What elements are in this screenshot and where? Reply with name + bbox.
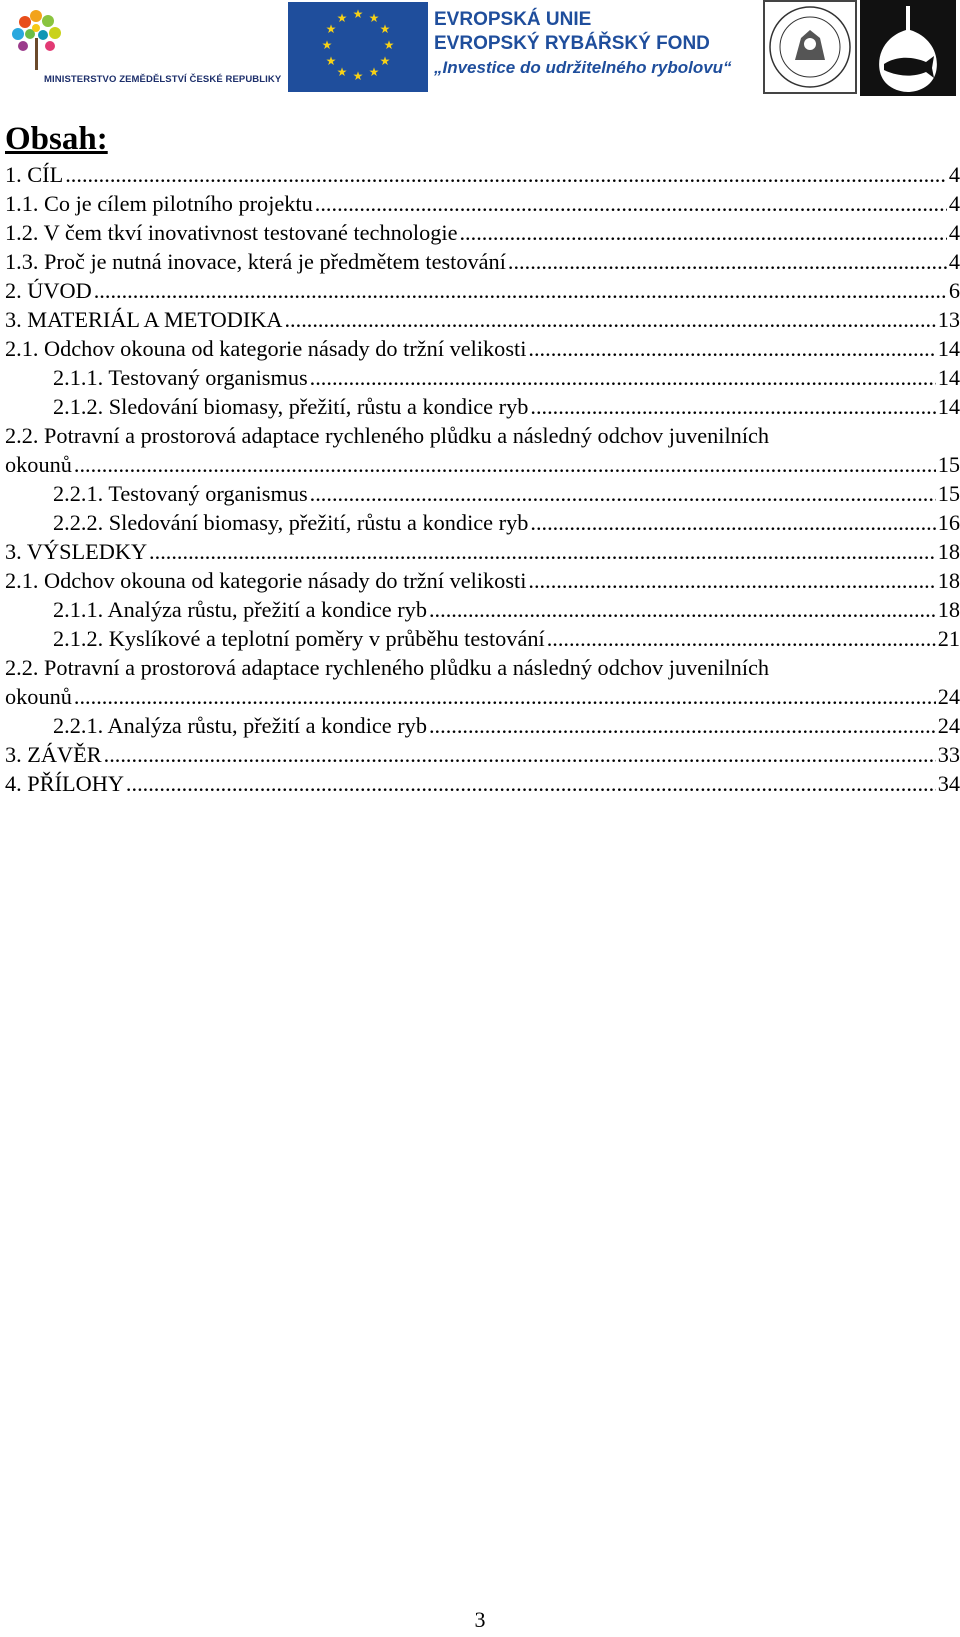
- toc-entry-title: okounů: [5, 684, 72, 709]
- page-header: [0, 0, 960, 100]
- toc-entry-page: 4: [948, 191, 960, 216]
- toc-entry-page: 34: [937, 771, 960, 796]
- svg-text:★: ★: [336, 11, 348, 25]
- toc-leader-dots: [94, 276, 947, 305]
- toc-entry[interactable]: [5, 711, 960, 740]
- toc-entry-page: 24: [937, 713, 960, 738]
- eu-stars-icon: [288, 2, 428, 92]
- toc-entry[interactable]: [5, 189, 960, 218]
- svg-text:★: ★: [368, 65, 380, 79]
- svg-text:★: ★: [336, 65, 348, 79]
- toc-entry-title: 2.1.2. Kyslíkové a teplotní poměry v průběhu testování: [53, 626, 545, 651]
- toc-entry-page: 18: [937, 539, 960, 564]
- toc-entry[interactable]: [5, 276, 960, 305]
- tree-icon: [8, 4, 68, 74]
- toc-leader-dots: [508, 247, 947, 276]
- region-seal: [763, 0, 857, 94]
- toc-entry-title: 2.2. Potravní a prostorová adaptace rychleného plůdku a následný odchov juvenilních: [5, 423, 770, 448]
- toc-entry-page: 14: [937, 365, 960, 390]
- toc-leader-dots: [528, 566, 935, 595]
- toc-entry-title: 3. ZÁVĚR: [5, 742, 102, 767]
- toc-list: [5, 160, 960, 798]
- toc-entry[interactable]: [5, 653, 960, 682]
- toc-entry[interactable]: [5, 740, 960, 769]
- toc-entry[interactable]: [5, 392, 960, 421]
- toc-entry-page: 4: [948, 220, 960, 245]
- toc-leader-dots: [74, 682, 936, 711]
- toc-leader-dots: [429, 595, 936, 624]
- fish-vessel-icon: [860, 0, 956, 96]
- toc-entry[interactable]: [5, 421, 960, 450]
- eu-line-2: EVROPSKÝ RYBÁŘSKÝ FOND: [434, 33, 710, 54]
- toc-entry-page: 33: [937, 742, 960, 767]
- eu-fund-text: [434, 8, 732, 80]
- toc-entry[interactable]: [5, 363, 960, 392]
- toc-entry[interactable]: [5, 160, 960, 189]
- seal-icon: [765, 2, 855, 92]
- toc-entry-title: 4. PŘÍLOHY: [5, 771, 124, 796]
- svg-text:★: ★: [321, 38, 333, 52]
- toc-entry-title: 2.1.1. Testovaný organismus: [53, 365, 308, 390]
- toc-entry-page: 21: [937, 626, 960, 651]
- svg-text:★: ★: [379, 54, 391, 68]
- toc-entry-page: 16: [937, 510, 960, 535]
- toc-entry[interactable]: [5, 682, 960, 711]
- toc-entry-title: 2.2.2. Sledování biomasy, přežití, růstu a kondice ryb: [53, 510, 529, 535]
- toc-entry-page: 14: [937, 336, 960, 361]
- svg-text:★: ★: [379, 22, 391, 36]
- toc-entry-page: 14: [937, 394, 960, 419]
- toc-entry-title: 2. ÚVOD: [5, 278, 92, 303]
- eu-flag: [288, 2, 428, 92]
- svg-text:★: ★: [352, 69, 364, 83]
- svg-text:★: ★: [325, 54, 337, 68]
- toc-entry-title: 1.1. Co je cílem pilotního projektu: [5, 191, 313, 216]
- toc-entry-title: 2.1.1. Analýza růstu, přežití a kondice ryb: [53, 597, 427, 622]
- toc-entry-title: okounů: [5, 452, 72, 477]
- toc-leader-dots: [126, 769, 936, 798]
- toc-entry-title: 2.1. Odchov okouna od kategorie násady do tržní velikosti: [5, 568, 527, 593]
- toc-leader-dots: [547, 624, 936, 653]
- fishery-logo: [860, 0, 956, 96]
- toc-entry-title: 1.3. Proč je nutná inovace, která je předmětem testování: [5, 249, 506, 274]
- toc-leader-dots: [284, 305, 935, 334]
- toc-entry-page: 6: [948, 278, 960, 303]
- toc-entry[interactable]: [5, 305, 960, 334]
- toc-leader-dots: [310, 479, 936, 508]
- toc-leader-dots: [65, 160, 947, 189]
- toc-leader-dots: [310, 363, 936, 392]
- toc-entry[interactable]: [5, 595, 960, 624]
- toc-entry-title: 2.1. Odchov okouna od kategorie násady do tržní velikosti: [5, 336, 527, 361]
- toc-entry[interactable]: [5, 334, 960, 363]
- toc-entry-page: 15: [937, 481, 960, 506]
- toc-leader-dots: [528, 334, 935, 363]
- toc-entry-title: 3. MATERIÁL A METODIKA: [5, 307, 283, 332]
- toc-entry-page: 4: [948, 249, 960, 274]
- svg-text:★: ★: [368, 11, 380, 25]
- toc-entry[interactable]: [5, 450, 960, 479]
- svg-text:★: ★: [325, 22, 337, 36]
- toc-leader-dots: [530, 508, 935, 537]
- toc-leader-dots: [429, 711, 936, 740]
- toc-entry-title: 2.2.1. Testovaný organismus: [53, 481, 308, 506]
- svg-text:★: ★: [352, 7, 364, 21]
- toc-entry[interactable]: [5, 247, 960, 276]
- toc-entry[interactable]: [5, 566, 960, 595]
- toc-entry-page: 18: [937, 568, 960, 593]
- svg-text:★: ★: [383, 38, 395, 52]
- toc-entry-title: 2.2.1. Analýza růstu, přežití a kondice ryb: [53, 713, 427, 738]
- toc-entry-title: 2.2. Potravní a prostorová adaptace rychleného plůdku a následný odchov juvenilních: [5, 655, 770, 680]
- ministry-name: MINISTERSTVO ZEMĚDĚLSTVÍ ČESKÉ REPUBLIKY: [44, 74, 282, 85]
- toc-entry[interactable]: [5, 537, 960, 566]
- toc-title: Obsah:: [5, 121, 108, 157]
- ministry-logo: [8, 4, 282, 96]
- toc-entry[interactable]: [5, 769, 960, 798]
- eu-line-1: EVROPSKÁ UNIE: [434, 9, 592, 30]
- toc-leader-dots: [104, 740, 936, 769]
- toc-entry-title: 1. CÍL: [5, 162, 64, 187]
- eu-line-3: „Investice do udržitelného rybolovu“: [434, 58, 732, 77]
- toc-entry-page: 18: [937, 597, 960, 622]
- toc-entry-title: 3. VÝSLEDKY: [5, 539, 148, 564]
- toc-entry[interactable]: [5, 218, 960, 247]
- toc-leader-dots: [459, 218, 946, 247]
- toc-entry-page: 24: [937, 684, 960, 709]
- toc-entry-page: 13: [937, 307, 960, 332]
- toc-leader-dots: [315, 189, 947, 218]
- toc-leader-dots: [74, 450, 936, 479]
- toc-entry-title: 2.1.2. Sledování biomasy, přežití, růstu a kondice ryb: [53, 394, 529, 419]
- toc-entry[interactable]: [5, 508, 960, 537]
- table-of-contents: [5, 120, 960, 798]
- toc-leader-dots: [530, 392, 935, 421]
- toc-entry[interactable]: [5, 479, 960, 508]
- toc-entry[interactable]: [5, 624, 960, 653]
- page-number: 3: [474, 1607, 486, 1632]
- toc-entry-title: 1.2. V čem tkví inovativnost testované technologie: [5, 220, 458, 245]
- toc-entry-page: 4: [948, 162, 960, 187]
- toc-entry-page: 15: [937, 452, 960, 477]
- toc-leader-dots: [149, 537, 936, 566]
